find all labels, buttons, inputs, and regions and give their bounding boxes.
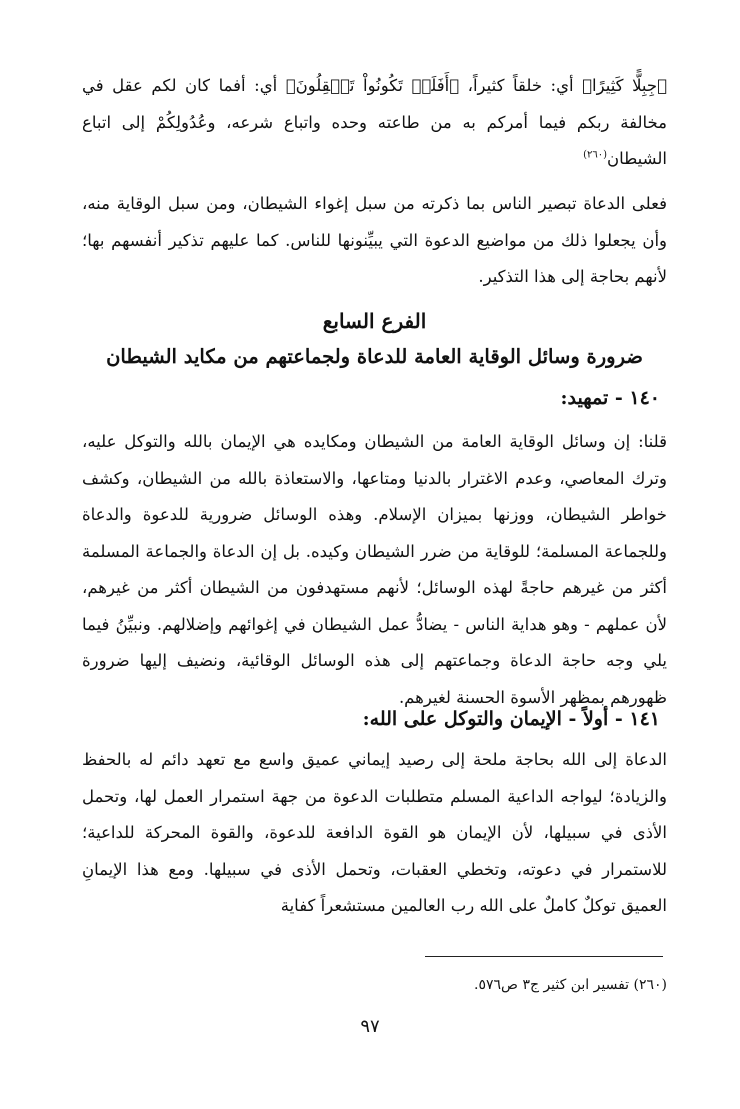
paragraph-duty-of-callers: فعلى الدعاة تبصير الناس بما ذكرته من سبل إغواء الشيطان، ومن سبل الوقاية منه، وأن يجعلوا ذلك من مواضيع الدعوة التي يبيِّنونها للناس. كما عليهم تذكير أنفسهم بها؛ لأنهم بحاجة إلى هذا التذكير.: [82, 194, 667, 286]
chapter-title: ضرورة وسائل الوقاية العامة للدعاة ولجماعتهم من مكايد الشيطان: [106, 345, 643, 368]
paragraph-faith-and-trust: الدعاة إلى الله بحاجة ملحة إلى رصيد إيماني عميق واسع مع تعهد دائم له بالحفظ والزيادة؛ ليواجه الداعية المسلم متطلبات الدعوة من جهة استمرار العمل لها، وتحمل الأذى في سبيلها، لأن الإيمان هو القوة الدافعة للدعوة، والقوة المحركة للداعية؛ للاستمرار في دعوته، وتخطي العقبات، وتحمل الأذى في سبيلها. ومع هذا الإيمانِ العميق توكلٌ كاملٌ على الله رب العالمين مستشعراً كفاية: [82, 750, 667, 915]
footnote: (٢٦٠) تفسير ابن كثير ج٣ ص٥٧٦.: [474, 977, 667, 993]
paragraph-text: ﴿جِبِلًّا كَثِيرًا﴾ أي: خلقاً كثيراً، ﴿أَفَلَمۡ تَكُونُواْ تَعۡقِلُونَ﴾ أي: أفما كان لكم عقل في مخالفة ربكم فيما أمركم به من طاعته وحده واتباع شرعه، وعُدُولِكُمْ إلى اتباع الشيطان: [82, 76, 667, 168]
paragraph-quran-commentary: [82, 68, 667, 178]
footnote-reference: (٢٦٠): [583, 149, 607, 161]
section-heading-introduction: ١٤٠ - تمهيد:: [560, 387, 660, 409]
section-heading-faith-and-trust: ١٤١ - أولاً - الإيمان والتوكل على الله:: [362, 708, 660, 730]
paragraph-introduction: قلنا: إن وسائل الوقاية العامة من الشيطان ومكايده هي الإيمان بالله والتوكل عليه، وترك المعاصي، وعدم الاغترار بالدنيا ومتاعها، والاستعاذة بالله من الشيطان، وكشف خواطر الشيطان، ووزنها بميزان الإسلام. وهذه الوسائل ضرورية للدعوة والدعاة وللجماعة المسلمة؛ للوقاية من ضرر الشيطان وكيده. بل إن الدعاة والجماعة المسلمة أكثر من غيرهم حاجةً لهذه الوسائل؛ لأنهم مستهدفون من الشيطان أكثر من غيرهم، لأن عملهم - وهو هداية الناس - يضادُّ عمل الشيطان في إغوائهم وإضلالهم. ونبيِّنُ فيما يلي وجه حاجة الدعاة وجماعتهم إلى هذه الوسائل الوقائية، ونضيف إليها ضرورة ظهورهم بمظهر الأسوة الحسنة لغيرهم.: [82, 432, 667, 707]
page-number: ٩٧: [360, 1016, 380, 1037]
footnote-divider: [425, 956, 663, 957]
branch-heading: الفرع السابع: [322, 309, 427, 333]
